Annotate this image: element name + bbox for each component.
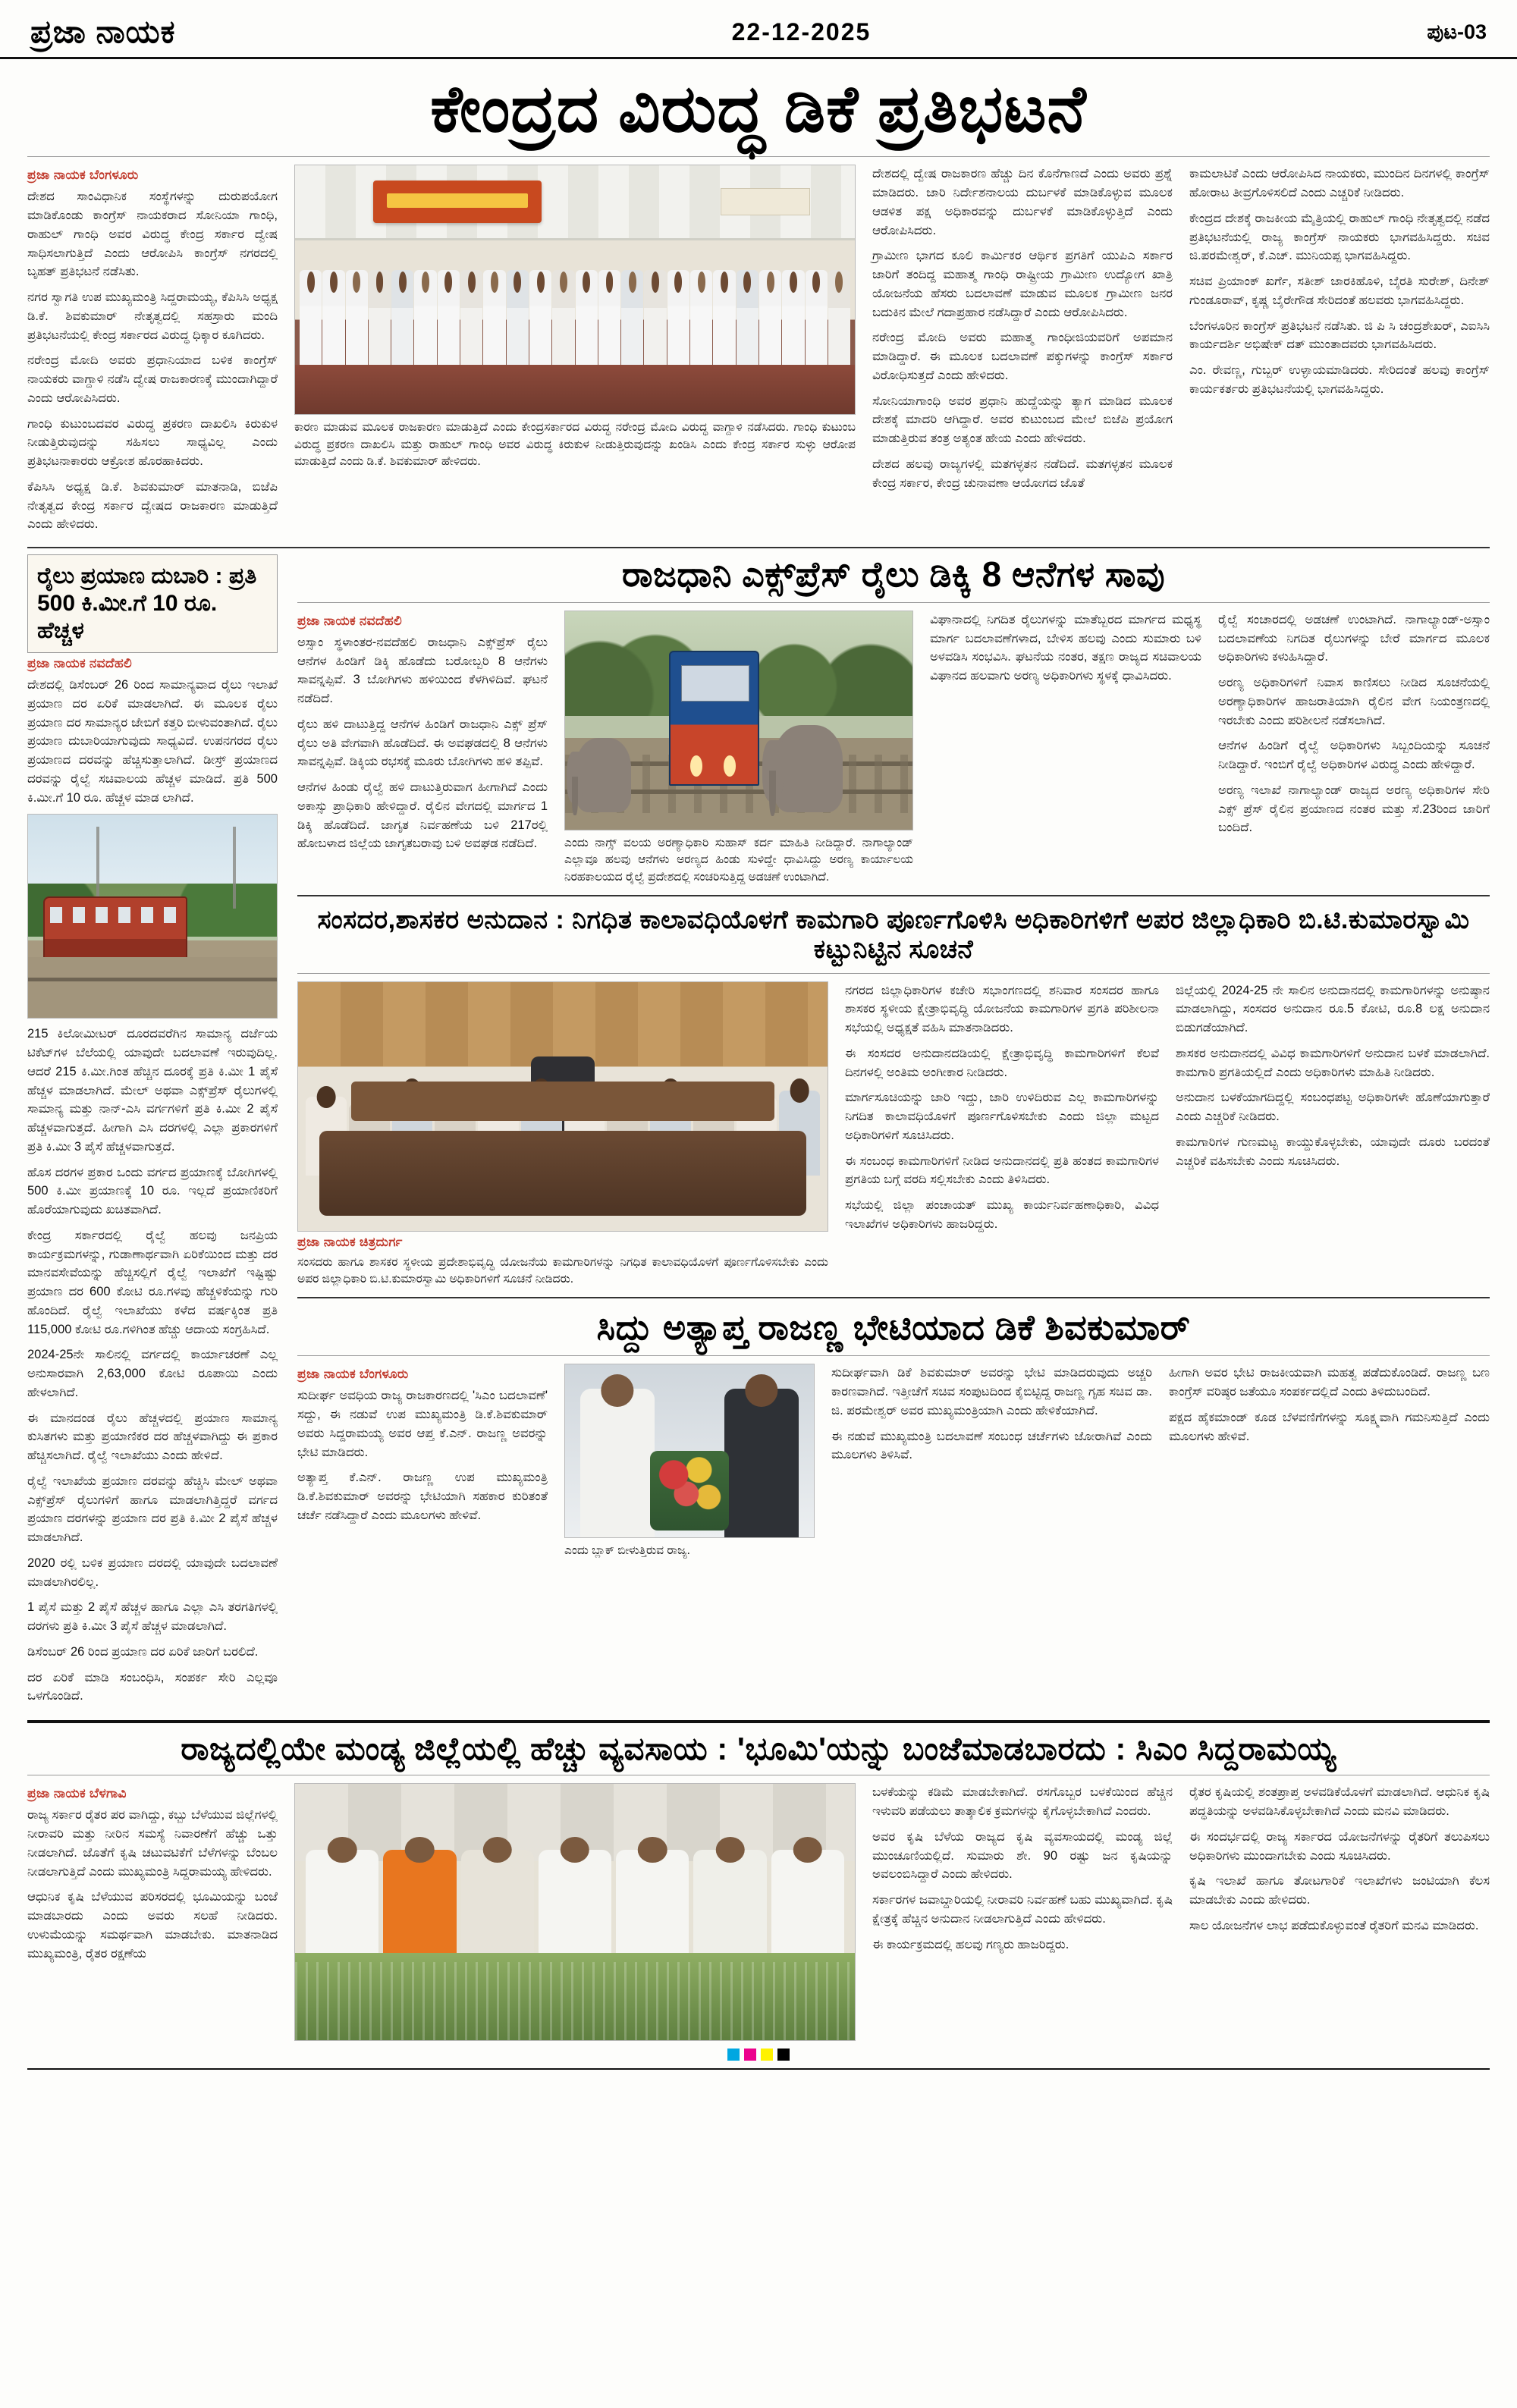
agri-column-3 <box>1189 1783 1490 2041</box>
visit-col3-text: ಹೀಗಾಗಿ ಅವರ ಭೇಟಿ ರಾಜಕೀಯವಾಗಿ ಮಹತ್ವ ಪಡೆದುಕೊಂಡಿದೆ. ರಾಜಣ್ಣ ಬಣ ಕಾಂಗ್ರೆಸ್ ವರಿಷ್ಠರ ಜತೆಯೂ ಸಂಪರ್ಕದಲ್ಲಿದೆ ಎಂದು ತಿಳಿದುಬಂದಿದೆ. ಪಕ್ಷದ ಹೈಕಮಾಂಡ್ ಕೂಡ ಬೆಳವಣಿಗೆಗಳನ್ನು ಸೂಕ್ಷ್ಮವಾಗಿ ಗಮನಿಸುತ್ತಿದೆ ಎಂದು ಮೂಲಗಳು ಹೇಳಿವೆ. <box>1169 1366 1490 1443</box>
rail-fare-byline: ಪ್ರಜಾ ನಾಯಕ ನವದೆಹಲಿ <box>27 656 133 671</box>
dignitaries-row <box>295 1830 855 1969</box>
lead-column-1 <box>27 165 278 541</box>
train-elephant-photo <box>564 611 913 830</box>
right-stack <box>297 554 1490 1713</box>
grant-photo-column <box>297 981 828 1289</box>
rajdhani-col2-text: ವಿಘಾನಾದಲ್ಲಿ ನಿಗದಿತ ರೈಲುಗಳನ್ನು ಮಾತೆಬ್ಬರದ ಮಾರ್ಗದ ಮಧ್ಯಸ್ಥ ಮಾರ್ಗ ಬದಲಾವಣೆಗಳಾದ, ಬೇಳಿಸ ಹಲವು ಎಂದು ಸುಮಾರು ಬಳಿ ಅಳವಡಿಸಿ ಸಂಭವಿಸಿ. ಘಟನೆಯ ನಂತರ, ತಕ್ಷಣ ರಾಜ್ಯದ ಸಚಿವಾಲಯ ವಿಘಾನದ ಹಲವಾಗು ಅರಣ್ಯ ಅಧಿಕಾರಿಗಳು ಸ್ಥಳಕ್ಕೆ ಧಾವಿಸಿದರು. <box>930 612 1201 683</box>
wall-panelling <box>298 982 828 1067</box>
second-band <box>0 554 1517 1713</box>
lead-col3-text: ಕಾಮಲಾಟಿಕೆ ಎಂದು ಆರೋಪಿಸಿದ ನಾಯಕರು, ಮುಂದಿನ ದಿನಗಳಲ್ಲಿ ಕಾಂಗ್ರೆಸ್ ಹೋರಾಟ ತೀವ್ರಗೊಳಿಸಲಿದೆ ಎಂದು ಎಚ್ಚರಿಕೆ ನೀಡಿದರು. ಕೇಂದ್ರದ ದೇಶಕ್ಕೆ ರಾಜಕೀಯ ಮೈತ್ರಿಯಲ್ಲಿ ರಾಹುಲ್ ಗಾಂಧಿ ನೇತೃತ್ವದಲ್ಲಿ ನಡೆದ ಪ್ರತಿಭಟನೆಯಲ್ಲಿ ರಾಜ್ಯ ಕಾಂಗ್ರೆಸ್ ನಾಯಕರು ಭಾಗವಹಿಸಿದ್ದರು. ಸಚಿವ ಜಿ.ಪರಮೇಶ್ವರ್, ಕೆ.ಎಚ್. ಮುನಿಯಪ್ಪ ಭಾಗವಹಿಸಿದ್ದರು. ಸಚಿವ ಪ್ರಿಯಾಂಕ್ ಖರ್ಗೆ, ಸತೀಶ್ ಜಾರಕಿಹೊಳಿ, ಬೈರತಿ ಸುರೇಶ್, ದಿನೇಶ್ ಗುಂಡೂರಾವ್, ಕೃಷ್ಣ ಬೈರೇಗೌಡ ಸೇರಿದಂತೆ ಹಲವರು ಭಾಗವಹಿಸಿದ್ದರು. ಬೆಂಗಳೂರಿನ ಕಾಂಗ್ರೆಸ್ ಪ್ರತಿಭಟನೆ ನಡೆಸಿತು. ಜಿ ಪಿ ಸಿ ಚಂದ್ರಶೇಖರ್, ಎಐಸಿಸಿ ಕಾರ್ಯದರ್ಶಿ ಅಭಿಷೇಕ್ ದತ್ ಮುಂತಾದವರು ಭಾಗವಹಿಸಿದರು. ಎಂ. ರೇವಣ್ಣ, ಗುಬ್ಬರ್ ಉಳ್ಳಾಯಮಾಡಿದರು. ಸೇರಿದಂತೆ ಹಲವು ಕಾಂಗ್ರೆಸ್ ಕಾರ್ಯಕರ್ತರು ಪ್ರತಿಭಟನೆಯಲ್ಲಿ ಭಾಗವಹಿಸಿದ್ದರು. <box>1189 167 1490 396</box>
lead-photo-column <box>294 165 856 541</box>
protest-stage-photo <box>294 165 856 415</box>
rajdhani-headline: ರಾಜಧಾನಿ ಎಕ್ಸ್‌ಪ್ರೆಸ್ ರೈಲು ಡಿಕ್ಕಿ 8 ಆನೆಗಳ ಸಾವು <box>621 554 1166 595</box>
rail-fare-body: 215 ಕಿಲೋಮೀಟರ್ ದೂರದವರೆಗಿನ ಸಾಮಾನ್ಯ ದರ್ಜೆಯ ಟಿಕೆಟ್‌ಗಳ ಬೆಲೆಯಲ್ಲಿ ಯಾವುದೇ ಬದಲಾವಣೆ ಇರುವುದಿಲ್ಲ. ಆದರೆ 215 ಕಿ.ಮೀ.ಗಿಂತ ಹೆಚ್ಚಿನ ದೂರಕ್ಕೆ ಪ್ರತಿ ಕಿ.ಮೀ 1 ಪೈಸೆ ಹೆಚ್ಚಳ ಮಾಡಲಾಗಿದೆ. ಮೇಲ್ ಅಥವಾ ಎಕ್ಸ್‌ಪ್ರೆಸ್ ರೈಲುಗಳಲ್ಲಿ ಸಾಮಾನ್ಯ ಮತ್ತು ನಾನ್-ಎಸಿ ವರ್ಗಗಳಿಗೆ ಪ್ರತಿ ಕಿ.ಮೀ 2 ಪೈಸೆ ಹೆಚ್ಚಳವಾಗುತ್ತದೆ. ಹೀಗಾಗಿ ಎಸಿ ದರಗಳಲ್ಲಿ ಎಲ್ಲಾ ಪ್ರಕಾರಗಳಿಗೆ ಪ್ರತಿ ಕಿ.ಮೀ 3 ಪೈಸೆ ಹೆಚ್ಚಳವಾಗುತ್ತದೆ. ಹೊಸ ದರಗಳ ಪ್ರಕಾರ ಒಂದು ವರ್ಗದ ಪ್ರಯಾಣಕ್ಕೆ ಬೋಗಿಗಳಲ್ಲಿ 500 ಕಿ.ಮೀ ಪ್ರಯಾಣಕ್ಕೆ 10 ರೂ. ಇಲ್ಲದೆ ಪ್ರಯಾಣಿಕರಿಗೆ ಹೊರೆಯಾಗುವುದು ಖಚಿತವಾಗಿದೆ. ಕೇಂದ್ರ ಸರ್ಕಾರದಲ್ಲಿ ರೈಲ್ವೆ ಹಲವು ಜನಪ್ರಿಯ ಕಾರ್ಯಕ್ರಮಗಳನ್ನು, ಗುಡಾಣಾರ್ಥವಾಗಿ ಏರಿಕೆಯಿಂದ ಮತ್ತು ದರ ಮಾನವಸೇವೆಯನ್ನು ಹೆಚ್ಚಿಸಲ್ಲಿಗೆ ರೈಲ್ವೆ ಇಲಾಖೆಗೆ ಇಷ್ಟಿಷ್ಟು ಪ್ರಯಾಣ ದರ 600 ಕೋಟಿ ರೂ.ಗಳವು ಹೆಚ್ಚಳಿಕೆಯನ್ನು ಗುರಿ ಹೊಂದಿದೆ. ರೈಲ್ವೆ ಇಲಾಖೆಯು ಕಳೆದ ವರ್ಷಕ್ಕಿಂತ ಪ್ರತಿ 115,000 ಕೋಟಿ ರೂ.ಗಳಿಗಿಂತ ಹೆಚ್ಚು ಆದಾಯ ಸಂಗ್ರಹಿಸಿದೆ. 2024-25ನೇ ಸಾಲಿನಲ್ಲಿ ವರ್ಗದಲ್ಲಿ ಕಾರ್ಯಾಚರಣೆ ಎಲ್ಲ ಅನುಸಾರವಾಗಿ 2,63,000 ಕೋಟಿ ರೂಪಾಯಿ ಎಂದು ಹೇಳಲಾಗಿದೆ. ಈ ಮಾನದಂಡ ರೈಲು ಹೆಚ್ಚಳದಲ್ಲಿ ಪ್ರಯಾಣ ಸಾಮಾನ್ಯ ಕುಸಿತಗಳು ಮತ್ತು ಪ್ರಯಾಣಿಕರ ದರ ಹೆಚ್ಚಳವಾಗಿದ್ದು ಈ ಪ್ರಕಾರ ಹೆಚ್ಚಿಸಲಾಗಿದೆ. ರೈಲ್ವೆ ಇಲಾಖೆಯು ಎಂದು ಹೇಳಿದೆ. ರೈಲ್ವೆ ಇಲಾಖೆಯ ಪ್ರಯಾಣ ದರವನ್ನು ಹೆಚ್ಚಿಸಿ ಮೇಲ್ ಅಥವಾ ಎಕ್ಸ್‌ಪ್ರೆಸ್ ರೈಲುಗಳಿಗೆ ಹಾಗೂ ಮಾಡಲಾಗಿತ್ತಿದ್ದರೆ ವರ್ಗದ ಪ್ರಯಾಣ ದರಗಳನ್ನು ಪ್ರಯಾಣ ದರ ಪ್ರತಿ ಕಿ.ಮೀ 2 ಪೈಸೆ ಹೆಚ್ಚಳ ಮಾಡಲಾಗಿದೆ. 2020 ರಲ್ಲಿ ಬಳಿಕ ಪ್ರಯಾಣ ದರದಲ್ಲಿ ಯಾವುದೇ ಬದಲಾವಣೆ ಮಾಡಲಾಗಿರಲಿಲ್ಲ. 1 ಪೈಸೆ ಮತ್ತು 2 ಪೈಸೆ ಹೆಚ್ಚಳ ಹಾಗೂ ಎಲ್ಲಾ ಎಸಿ ತರಗತಿಗಳಲ್ಲಿ ದರಗಳು ಪ್ರತಿ ಕಿ.ಮೀ 3 ಪೈಸೆ ಹೆಚ್ಚಳ ಮಾಡಲಾಗಿದೆ. ಡಿಸೆಂಬರ್ 26 ರಿಂದ ಪ್ರಯಾಣ ದರ ಏರಿಕೆ ಜಾರಿಗೆ ಬರಲಿದೆ. ದರ ಏರಿಕೆ ಮಾಡಿ ಸಂಬಂಧಿಸಿ, ಸಂಪರ್ಕ ಸೇರಿ ಎಲ್ಲವೂ ಒಳಗೊಂಡಿದೆ. <box>27 1027 278 1703</box>
lead-byline: ಪ್ರಜಾ ನಾಯಕ ಬೆಂಗಳೂರು <box>27 168 139 183</box>
rail-fare-intro: ದೇಶದಲ್ಲಿ ಡಿಸೆಂಬರ್ 26 ರಿಂದ ಸಾಮಾನ್ಯವಾದ ರೈಲು ಇಲಾಖೆ ಪ್ರಯಾಣ ದರ ಏರಿಕೆ ಮಾಡಲಾಗಿದೆ. ಈ ಮೂಲಕ ರೈಲು ಪ್ರಯಾಣ ದರ ಸಾಮಾನ್ಯರ ಜೇಬಿಗೆ ಕತ್ತರಿ ಬೀಳುವಂತಾಗಿದೆ. ರೈಲು ಪ್ರಯಾಣ ದುಬಾರಿಯಾಗುವುದು ಸಾಧ್ಯವಿದೆ. ಉಪನಗರದ ರೈಲು ಪ್ರಯಾಣದ ದರವನ್ನು ಹೆಚ್ಚಿಸುತ್ತಾಲಾಗಿದೆ. ಡೀಸ್ರ್ ಪ್ರಯಾಣದ ದರವನ್ನು ರೈಲ್ವೆ ಸಚಿವಾಲಯ ಹೆಚ್ಚಳ ಮಾಡಿದೆ. ಪ್ರತಿ 500 ಕಿ.ಮೀ.ಗೆ 10 ರೂ. ಹೆಚ್ಚಳ ಮಾಡ ಲಾಗಿದೆ. <box>27 678 278 805</box>
divider-before-agri <box>27 1720 1490 1723</box>
divider-after-lead <box>27 547 1490 548</box>
rajdhani-col3-text: ರೈಲ್ವೆ ಸಂಚಾರದಲ್ಲಿ ಅಡಚಣೆ ಉಂಟಾಗಿದೆ. ನಾಗಾಲ್ಯಾಂಡ್-ಅಸ್ಸಾಂ ಬದಲಾವಣೆಯ ನಿಗದಿತ ರೈಲುಗಳನ್ನು ಬೇರೆ ಮಾರ್ಗದ ಮೂಲಕ ಅಧಿಕಾರಿಗಳು ಕಳುಹಿಸಿದ್ದಾರೆ. ಅರಣ್ಯ ಅಧಿಕಾರಿಗಳಿಗೆ ನಿವಾಸ ಕಾಣಿಸಲು ನೀಡಿದ ಸೂಚನೆಯಲ್ಲಿ ಅರಣ್ಯಾಧಿಕಾರಿಗಳ ಹಾಜರಾತಿಯಾಗಿ ರೈಲಿನ ವೇಗ ನಿಯಂತ್ರಣದಲ್ಲಿ ಇರಬೇಕು ಎಂದು ಪರಿಶೀಲನೆ ನಡೆಸಲಾಗಿದೆ. ಆನೆಗಳ ಹಿಂಡಿಗೆ ರೈಲ್ವೆ ಅಧಿಕಾರಿಗಳು ಸಿಬ್ಬಂದಿಯನ್ನು ಸೂಚನೆ ನೀಡಿದ್ದಾರೆ. ಇಂಬಿಗೆ ರೈಲ್ವೆ ಅಧಿಕಾರಿಗಳ ವಿರುದ್ಧ ಎಂದು ಹೇಳಿದ್ದಾರೆ. ಅರಣ್ಯ ಇಲಾಖೆ ನಾಗಾಲ್ಯಾಂಡ್ ರಾಜ್ಯದ ಅರಣ್ಯ ಅಧಿಕಾರಿಗಳ ಸೇರಿ ಎಕ್ಸ್ ಪ್ರೆಸ್ ರೈಲಿನ ಪ್ರಯಾಣದ ನಂತರ ಮತ್ತು ಸೆ.23ರಿಂದ ಜಾರಿಗೆ ಬಂದಿದೆ. <box>1218 612 1490 835</box>
visit-column-1 <box>297 1364 548 1559</box>
crowd-of-leaders <box>295 270 855 365</box>
page-number: ಪುಟ-03 <box>1427 20 1487 43</box>
grant-story <box>297 906 1490 1288</box>
divider-rajdhani <box>297 602 1490 603</box>
paper-name: ಪ್ರಜಾ ನಾಯಕ <box>30 14 176 49</box>
agri-col1-text: ರಾಜ್ಯ ಸರ್ಕಾರ ರೈತರ ಪರ ವಾಗಿದ್ದು, ಕಬ್ಬು ಬೆಳೆಯುವ ಜಿಲ್ಲೆಗಳಲ್ಲಿ ನೀರಾವರಿ ಮತ್ತು ನೀರಿನ ಸಮಸ್ಯೆ ನಿವಾರಣೆಗೆ ಹೆಚ್ಚು ಒತ್ತು ನೀಡಲಾಗಿದೆ. ಜೊತೆಗೆ ಕೃಷಿ ಚಟುವಟಿಕೆಗೆ ಬೆಳೆಗಳನ್ನು ಬೆಂಬಲ ನೀಡಲಾಗುತ್ತಿದೆ ಎಂದು ಮುಖ್ಯಮಂತ್ರಿ ಸಿದ್ದರಾಮಯ್ಯ ಹೇಳಿದರು. ಆಧುನಿಕ ಕೃಷಿ ಬೆಳೆಯುವ ಪರಿಸರದಲ್ಲಿ ಭೂಮಿಯನ್ನು ಬಂಜೆ ಮಾಡಬಾರದು ಎಂದು ಅವರು ಸಲಹೆ ನೀಡಿದರು. ಉಳುಮೆಯನ್ನು ಸಮರ್ಥವಾಗಿ ಮಾಡಬೇಕು. ಮಾತನಾಡಿದ ಮುಖ್ಯಮಂತ್ರಿ, ರೈತರ ರಕ್ಷಣೆಯ <box>27 1808 278 1961</box>
registration-marks <box>0 2041 1517 2064</box>
agri-col3-text: ರೈತರ ಕೃಷಿಯಲ್ಲಿ ಶಂತಪ್ರಾಪ್ತ ಅಳವಡಿಕೆಯೊಳಗೆ ಮಾಡಲಾಗಿದೆ. ಆಧುನಿಕ ಕೃಷಿ ಪದ್ಧತಿಯನ್ನು ಅಳವಡಿಸಿಕೊಳ್ಳಬೇಕಾಗಿದೆ ಎಂದು ಮನವಿ ಮಾಡಿದರು. ಈ ಸಂದರ್ಭದಲ್ಲಿ ರಾಜ್ಯ ಸರ್ಕಾರದ ಯೋಜನೆಗಳನ್ನು ರೈತರಿಗೆ ತಲುಪಿಸಲು ಅಧಿಕಾರಿಗಳು ಮುಂದಾಗಬೇಕು ಎಂದು ಸೂಚಿಸಿದರು. ಕೃಷಿ ಇಲಾಖೆ ಹಾಗೂ ತೋಟಗಾರಿಕೆ ಇಲಾಖೆಗಳು ಜಂಟಿಯಾಗಿ ಕೆಲಸ ಮಾಡಬೇಕು ಎಂದು ಹೇಳಿದರು. ಸಾಲ ಯೋಜನೆಗಳ ಲಾಭ ಪಡೆದುಕೊಳ್ಳುವಂತೆ ರೈತರಿಗೆ ಮನವಿ ಮಾಡಿದರು. <box>1189 1785 1490 1932</box>
grant-col2-text: ನಗರದ ಜಿಲ್ಲಾಧಿಕಾರಿಗಳ ಕಚೇರಿ ಸಭಾಂಗಣದಲ್ಲಿ ಶನಿವಾರ ಸಂಸದರ ಹಾಗೂ ಶಾಸಕರ ಸ್ಥಳೀಯ ಕ್ಷೇತ್ರಾಭಿವೃದ್ಧಿ ಯೋಜನೆಯ ಕಾಮಗಾರಿಗಳ ಪ್ರಗತಿ ಪರಿಶೀಲನಾ ಸಭೆಯಲ್ಲಿ ಅಧ್ಯಕ್ಷತೆ ವಹಿಸಿ ಮಾತನಾಡಿದರು. ಈ ಸಂಸದರ ಅನುದಾನದಡಿಯಲ್ಲಿ ಕ್ಷೇತ್ರಾಭಿವೃದ್ಧಿ ಕಾಮಗಾರಿಗಳಿಗೆ ಕೆಲವೆ ದಿನಗಳಲ್ಲಿ ಅಂತಿಮ ಅಂಗೀಕಾರ ನೀಡಿದರು. ಮಾರ್ಗಸೂಚಿಯನ್ನು ಜಾರಿ ಇದ್ದು, ಜಾರಿ ಉಳಿದಿರುವ ಎಲ್ಲ ಕಾಮಗಾರಿಗಳನ್ನು ನಿಗದಿತ ಕಾಲಾವಧಿಯೊಳಗೆ ಪೂರ್ಣಗೊಳಿಸಬೇಕು ಎಂದು ಜಿಲ್ಲಾ ಮಟ್ಟದ ಅಧಿಕಾರಿಗಳಿಗೆ ಸೂಚಿಸಿದರು. ಈ ಸಂಬಂಧ ಕಾಮಗಾರಿಗಳಿಗೆ ನೀಡಿದ ಅನುದಾನದಲ್ಲಿ ಪ್ರತಿ ಹಂತದ ಕಾಮಗಾರಿಗಳ ಪ್ರಗತಿಯ ಬಗ್ಗೆ ವರದಿ ಸಲ್ಲಿಸಬೇಕು ಎಂದು ತಿಳಿಸಿದರು. ಸಭೆಯಲ್ಲಿ ಜಿಲ್ಲಾ ಪಂಚಾಯತ್ ಮುಖ್ಯ ಕಾರ್ಯನಿರ್ವಹಣಾಧಿಕಾರಿ, ವಿವಿಧ ಇಲಾಖೆಗಳ ಅಧಿಕಾರಿಗಳು ಹಾಜರಿದ್ದರು. <box>845 983 1159 1231</box>
leaders-meeting-photo <box>564 1364 815 1538</box>
publication-date: 22-12-2025 <box>731 18 872 46</box>
reg-mark-cyan <box>727 2049 740 2061</box>
locomotive <box>669 651 759 786</box>
lead-column-2 <box>872 165 1173 541</box>
rajdhani-column-3 <box>1218 611 1490 886</box>
conference-table-rear <box>351 1082 774 1121</box>
visit-photo-caption: ಎಂದು ಬ್ಲಾಕ್ ಬೀಳುತ್ತಿರುವ ರಾಜ್ಯ. <box>564 1544 690 1558</box>
lead-photo-caption: ಕಾರಣ ಮಾಡುವ ಮೂಲಕ ರಾಜಕಾರಣ ಮಾಡುತ್ತಿದೆ ಎಂದು ಕೇಂದ್ರಸರ್ಕಾರದ ವಿರುದ್ಧ ನರೇಂದ್ರ ಮೋದಿ ವಿರುದ್ಧ ವಾಗ್ದಾಳಿ ನಡೆಸಿದರು. ಗಾಂಧಿ ಕುಟುಂಬ ವಿರುದ್ಧ ಪ್ರಕರಣ ದಾಖಲಿಸಿ ಮತ್ತು ರಾಹುಲ್ ಗಾಂಧಿ ಅವರ ವಿರುದ್ಧ ಕಿರುಕುಳ ನೀಡುತ್ತಿರುವುದನ್ನು ಖಂಡಿಸಿ ಎಂದು ಕೇಂದ್ರ ಸರ್ಕಾರ ಸುಳ್ಳು ಆರೋಪ ಮಾಡುತ್ತಿದೆ ಎಂದು ಡಿ.ಕೆ. ಶಿವಕುಮಾರ್ ಹೇಳಿದರು. <box>294 421 856 469</box>
grant-photo-caption: ಸಂಸದರು ಹಾಗೂ ಶಾಸಕರ ಸ್ಥಳೀಯ ಪ್ರದೇಶಾಭಿವೃದ್ಧಿ ಯೋಜನೆಯ ಕಾಮಗಾರಿಗಳನ್ನು ನಿಗಧಿತ ಕಾಲಾವಧಿಯೊಳಗೆ ಪೂರ್ಣಗೊಳಿಸಬೇಕು ಎಂದು ಅಪರ ಜಿಲ್ಲಾಧಿಕಾರಿ ಬಿ.ಟಿ.ಕುಮಾರಸ್ವಾಮಿ ಅಧಿಕಾರಿಗಳಿಗೆ ಸೂಚನೆ ನೀಡಿದರು. <box>297 1255 828 1286</box>
person-shivakumar <box>724 1389 799 1537</box>
divider-grant <box>297 973 1490 974</box>
agri-column-2 <box>872 1783 1173 2041</box>
lead-column-3 <box>1189 165 1490 541</box>
grant-col3-text: ಜಿಲ್ಲೆಯಲ್ಲಿ 2024-25 ನೇ ಸಾಲಿನ ಅನುದಾನದಲ್ಲಿ ಕಾಮಗಾರಿಗಳನ್ನು ಅನುಷ್ಠಾನ ಮಾಡಲಾಗಿದ್ದು, ಸಂಸದರ ಅನುದಾನ ರೂ.5 ಕೋಟಿ, ರೂ.8 ಲಕ್ಷ ಅನುದಾನ ಬಿಡುಗಡೆಯಾಗಿದೆ. ಶಾಸಕರ ಅನುದಾನದಲ್ಲಿ ವಿವಿಧ ಕಾಮಗಾರಿಗಳಿಗೆ ಅನುದಾನ ಬಳಕೆ ಮಾಡಲಾಗಿದೆ. ಕಾಮಗಾರಿ ಪ್ರಗತಿಯಲ್ಲಿದೆ ಎಂದು ಅಧಿಕಾರಿಗಳು ಮಾಹಿತಿ ನೀಡಿದರು. ಅನುದಾನ ಬಳಕೆಯಾಗದಿದ್ದಲ್ಲಿ ಸಂಬಂಧಪಟ್ಟ ಅಧಿಕಾರಿಗಳೇ ಹೊಣೆಯಾಗುತ್ತಾರೆ ಎಂದು ಎಚ್ಚರಿಕೆ ನೀಡಿದರು. ಕಾಮಗಾರಿಗಳ ಗುಣಮಟ್ಟ ಕಾಯ್ದುಕೊಳ್ಳಬೇಕು, ಯಾವುದೇ ದೂರು ಬರದಂತೆ ಎಚ್ಚರಿಕೆ ವಹಿಸಬೇಕು ಎಂದು ಸೂಚಿಸಿದರು. <box>1176 983 1490 1168</box>
rail-fare-story <box>27 554 278 1713</box>
lead-story <box>0 157 1517 541</box>
divider-visit <box>297 1355 1490 1356</box>
rajdhani-column-1 <box>297 611 548 886</box>
grant-column-3 <box>1176 981 1490 1289</box>
secondary-banner <box>721 188 810 215</box>
visit-photo-column <box>564 1364 815 1559</box>
agri-headline: ರಾಜ್ಯದಲ್ಲಿಯೇ ಮಂಡ್ಯ ಜಿಲ್ಲೆಯಲ್ಲಿ ಹೆಚ್ಚು ವ್ಯವಸಾಯ : 'ಭೂಮಿ'ಯನ್ನು ಬಂಜೆಮಾಡಬಾರದು : ಸಿಎಂ ಸಿದ್ದರಾಮಯ್ಯ <box>181 1731 1336 1767</box>
rajdhani-col1-text: ಅಸ್ಸಾಂ ಸ್ಥಳಾಂತರ-ನವದೆಹಲಿ ರಾಜಧಾನಿ ಎಕ್ಸ್‌ಪ್ರೆಸ್ ರೈಲು ಆನೆಗಳ ಹಿಂಡಿಗೆ ಡಿಕ್ಕಿ ಹೊಡೆದು ಬರೋಬ್ಬರಿ 8 ಆನೆಗಳು ಸಾವನ್ನಪ್ಪಿವೆ. 3 ಬೋಗಿಗಳು ಹಳಿಯಿಂದ ಕೆಳಗಿಳಿದಿವೆ. ಘಟನೆ ನಡೆದಿದೆ. ರೈಲು ಹಳಿ ದಾಟುತ್ತಿದ್ದ ಆನೆಗಳ ಹಿಂಡಿಗೆ ರಾಜಧಾನಿ ಎಕ್ಸ್ ಪ್ರೆಸ್ ರೈಲು ಅತಿ ವೇಗವಾಗಿ ಹೊಡೆದಿದೆ. ಈ ಅವಘಡದಲ್ಲಿ 8 ಆನೆಗಳು ಸಾವನ್ನಪ್ಪಿವೆ. ಡಿಕ್ಕಿಯ ರಭಸಕ್ಕೆ ಮೂರು ಬೋಗಿಗಳು ಹಳಿ ತಪ್ಪಿವೆ. ಆನೆಗಳ ಹಿಂಡು ರೈಲ್ವೆ ಹಳಿ ದಾಟುತ್ತಿರುವಾಗ ಹೀಗಾಗಿದೆ ಎಂದು ಅಕಾಸ್ಸು ಪ್ರಾಧಿಕಾರಿ ಹೇಳಿದ್ದಾರೆ. ರೈಲಿನ ವೇಗದಲ್ಲಿ ಮಾರ್ಗದ 1 ಡಿಕ್ಕಿ ಹೊಡೆದಿದೆ. ಜಾಗೃತ ನಿರ್ವಹಣೆಯ ಬಳಿ 217ರಲ್ಲಿ ಹೋಬಳಾದ ಜಿಲ್ಲೆಯ ಜಾಗೃತಬರಾವು ಬಳಿ ಅವಘಡ ನಡೆದಿದೆ. <box>297 635 548 851</box>
lead-headline: ಕೇಂದ್ರದ ವಿರುದ್ಧ ಡಿಕೆ ಪ್ರತಿಭಟನೆ <box>430 73 1087 146</box>
divider-after-grant <box>297 1297 1490 1298</box>
rajdhani-column-2 <box>930 611 1201 886</box>
grant-column-2 <box>845 981 1159 1289</box>
grant-headline: ಸಂಸದರ,ಶಾಸಕರ ಅನುದಾನ : ನಿಗಧಿತ ಕಾಲಾವಧಿಯೊಳಗೆ ಕಾಮಗಾರಿ ಪೂರ್ಣಗೊಳಿಸಿ ಅಧಿಕಾರಿಗಳಿಗೆ ಅಪರ ಜಿಲ್ಲಾಧಿಕಾರಿ ಬಿ.ಟಿ.ಕುಮಾರಸ್ವಾಮಿ ಕಟ್ಟುನಿಟ್ಟಿನ ಸೂಚನೆ <box>317 906 1470 965</box>
masthead <box>0 0 1517 59</box>
visit-col1-text: ಸುದೀರ್ಘ ಅವಧಿಯ ರಾಜ್ಯ ರಾಜಕಾರಣದಲ್ಲಿ 'ಸಿಎಂ ಬದಲಾವಣೆ' ಸದ್ದು, ಈ ನಡುವೆ ಉಪ ಮುಖ್ಯಮಂತ್ರಿ ಡಿ.ಕೆ.ಶಿವಕುಮಾರ್ ಅವರು ಸಿದ್ದರಾಮಯ್ಯ ಅವರ ಆಪ್ತ ಕೆ.ಎನ್. ರಾಜಣ್ಣ ಅವರನ್ನು ಭೇಟಿ ಮಾಡಿದರು. ಅತ್ಯಾಪ್ತ ಕೆ.ಎನ್. ರಾಜಣ್ಣ ಉಪ ಮುಖ್ಯಮಂತ್ರಿ ಡಿ.ಕೆ.ಶಿವಕುಮಾರ್ ಅವರನ್ನು ಭೇಟಿಯಾಗಿ ಸಹಕಾರ ಕುರಿತಂತೆ ಚರ್ಚೆ ನಡೆಸಿದ್ದಾರೆ ಎಂದು ಮೂಲಗಳು ಹೇಳಿವೆ. <box>297 1389 548 1522</box>
protest-banner <box>373 181 541 223</box>
reg-mark-yellow <box>761 2049 773 2061</box>
rajdhani-photo-column <box>564 611 913 886</box>
railway-track <box>28 957 277 1018</box>
passenger-train-photo <box>27 814 278 1019</box>
conference-table <box>319 1131 806 1216</box>
train-coaches <box>43 896 187 965</box>
rajdhani-photo-caption: ಎಂದು ನಾಗ್ಸ್ ವಲಯ ಅರಣ್ಯಾಧಿಕಾರಿ ಸುಹಾಸ್ ಕರ್ದ ಮಾಹಿತಿ ನೀಡಿದ್ದಾರೆ. ನಾಗಾಲ್ಯಾಂಡ್ ಎಲ್ಲಾವೂ ಹಲವು ಆನೆಗಳು ಅರಣ್ಯದ ಹಿಂಡು ಸುಳಿದ್ದೇ ಧಾವಿಸಿದ್ದು ಅರಣ್ಯ ಕಾರ್ಯಾಲಯ ನಿರಹಕಾಲಯದ ರೈಲ್ವೆ ಪ್ರದೇಶದಲ್ಲಿ ಸಂಚರಿಸುತ್ತಿದ್ದ ಅಡಚಣೆ ಉಂಟಾಗಿದೆ. <box>564 836 913 884</box>
visit-byline: ಪ್ರಜಾ ನಾಯಕ ಬೆಂಗಳೂರು <box>297 1367 409 1382</box>
visit-headline: ಸಿದ್ದು ಅತ್ಯಾಪ್ತ ರಾಜಣ್ಣ ಭೇಟಿಯಾದ ಡಿಕೆ ಶಿವಕುಮಾರ್ <box>596 1308 1191 1348</box>
agri-photo-column <box>294 1783 856 2041</box>
rajdhani-story <box>297 554 1490 886</box>
agri-story <box>0 1731 1517 2041</box>
visit-column-3 <box>1169 1364 1490 1559</box>
visit-col2-text: ಸುದೀರ್ಘವಾಗಿ ಡಿಕೆ ಶಿವಕುಮಾರ್ ಅವರನ್ನು ಭೇಟಿ ಮಾಡಿದರುವುದು ಅಚ್ಚರಿ ಕಾರಣವಾಗಿದೆ. ಇತ್ತೀಚೆಗೆ ಸಚಿವ ಸಂಪುಟದಿಂದ ಕೈಬಿಟ್ಟಿದ್ದ ರಾಜಣ್ಣ ಗೃಹ ಸಚಿವ ಡಾ. ಜಿ. ಪರಮೇಶ್ವರ್ ಅವರ ಮುಖ್ಯಮಂತ್ರಿಯಾಗಿ ಎಂದು ಹೇಳಿಕೆಯಾಗಿದೆ. ಈ ನಡುವೆ ಮುಖ್ಯಮಂತ್ರಿ ಬದಲಾವಣೆ ಸಂಬಂಧ ಚರ್ಚೆಗಳು ಜೋರಾಗಿವೆ ಎಂದು ಮೂಲಗಳು ತಿಳಿಸಿವೆ. <box>831 1366 1152 1462</box>
visit-story <box>297 1308 1490 1559</box>
reg-mark-black <box>777 2049 790 2061</box>
rajdhani-byline: ಪ್ರಜಾ ನಾಯಕ ನವದೆಹಲಿ <box>297 613 403 628</box>
agri-col2-text: ಬಳಕೆಯನ್ನು ಕಡಿಮೆ ಮಾಡಬೇಕಾಗಿದೆ. ರಸಗೊಬ್ಬರ ಬಳಕೆಯಿಂದ ಹೆಚ್ಚಿನ ಇಳುವರಿ ಪಡೆಯಲು ತಾತ್ಕಾಲಿಕ ಕ್ರಮಗಳನ್ನು ಕೈಗೊಳ್ಳಬೇಕಾಗಿದೆ ಎಂದರು. ಅವರ ಕೃಷಿ ಬೆಳೆಯ ರಾಜ್ಯದ ಕೃಷಿ ವ್ಯವಸಾಯದಲ್ಲಿ ಮಂಡ್ಯ ಜಿಲ್ಲೆ ಮುಂಚೂಣಿಯಲ್ಲಿದೆ. ಸುಮಾರು ಶೇ. 90 ರಷ್ಟು ಜನ ಕೃಷಿಯನ್ನು ಅವಲಂಬಿಸಿದ್ದಾರೆ ಎಂದು ಹೇಳಿದರು. ಸರ್ಕಾರಗಳ ಜವಾಬ್ದಾರಿಯಲ್ಲಿ ನೀರಾವರಿ ನಿರ್ವಹಣೆ ಬಹು ಮುಖ್ಯವಾಗಿದೆ. ಕೃಷಿ ಕ್ಷೇತ್ರಕ್ಕೆ ಹೆಚ್ಚಿನ ಅನುದಾನ ನೀಡಲಾಗುತ್ತಿದೆ ಎಂದು ಹೇಳಿದರು. ಈ ಕಾರ್ಯಕ್ರಮದಲ್ಲಿ ಹಲವು ಗಣ್ಯರು ಹಾಜರಿದ್ದರು. <box>872 1785 1173 1951</box>
stage-floor <box>295 365 855 415</box>
agriculture-event-photo <box>294 1783 856 2041</box>
reg-mark-magenta <box>744 2049 756 2061</box>
visit-column-2 <box>831 1364 1152 1559</box>
lead-col2-text: ದೇಶದಲ್ಲಿ ದ್ವೇಷ ರಾಜಕಾರಣ ಹೆಚ್ಚು ದಿನ ಕೊನೆಗಾಣದೆ ಎಂದು ಅವರು ಪ್ರಶ್ನೆ ಮಾಡಿದರು. ಜಾರಿ ನಿರ್ದೇಶನಾಲಯ ದುರ್ಬಳಕೆ ಮಾಡಿಕೊಳ್ಳುವ ಮೂಲಕ ಆಡಳಿತ ಪಕ್ಷ ಅಧಿಕಾರವನ್ನು ದುರ್ಬಳಕೆ ಮಾಡಿಕೊಳ್ಳುತ್ತಿದೆ ಎಂದು ಆರೋಪಿಸಿದರು. ಗ್ರಾಮೀಣ ಭಾಗದ ಕೂಲಿ ಕಾರ್ಮಿಕರ ಆರ್ಥಿಕ ಪ್ರಗತಿಗೆ ಯುಪಿಎ ಸರ್ಕಾರ ಜಾರಿಗೆ ತಂದಿದ್ದ ಮಹಾತ್ಮ ಗಾಂಧಿ ರಾಷ್ಟ್ರೀಯ ಗ್ರಾಮೀಣ ಉದ್ಯೋಗ ಖಾತ್ರಿ ಯೋಜನೆಯ ಹೆಸರು ಬದಲಾವಣೆ ಮಾಡುವ ಮೂಲಕ ಗ್ರಾಮೀಣ ಜನರ ಬದುಕಿನ ಮೇಲೆ ಗದಾಪ್ರಹಾರ ನಡೆಸಿದ್ದಾರೆ ಎಂದು ಆರೋಪಿಸಿದರು. ನರೇಂದ್ರ ಮೋದಿ ಅವರು ಮಹಾತ್ಮ ಗಾಂಧೀಜಿಯವರಿಗೆ ಅಪಮಾನ ಮಾಡಿದ್ದಾರೆ. ಈ ಮೂಲಕ ಬದಲಾವಣೆ ಪಕ್ಕುಗಳನ್ನು ಕಾಂಗ್ರೆಸ್ ಸರ್ಕಾರ ವಿರೋಧಿಸುತ್ತದೆ ಎಂದು ಹೇಳಿದರು. ಸೋನಿಯಾಗಾಂಧಿ ಅವರ ಪ್ರಧಾನಿ ಹುದ್ದೆಯನ್ನು ತ್ಯಾಗ ಮಾಡಿದ ಮೂಲಕ ದೇಶಕ್ಕೆ ಮಾದರಿ ಆಗಿದ್ದಾರೆ. ಅವರ ಕುಟುಂಬದ ಮೇಲೆ ಬಿಜೆಪಿ ಪ್ರಯೋಗ ಮಾಡುತ್ತಿರುವ ತಂತ್ರ ಅತ್ಯಂತ ಹೇಯ ಎಂದು ಹೇಳಿದರು. ದೇಶದ ಹಲವು ರಾಜ್ಯಗಳಲ್ಲಿ ಮತಗಳ್ಳತನ ನಡೆದಿದೆ. ಮತಗಳ್ಳತನ ಮೂಲಕ ಕೇಂದ್ರ ಸರ್ಕಾರ, ಕೇಂದ್ರ ಚುನಾವಣಾ ಆಯೋಗದ ಜೊತೆ <box>872 167 1173 490</box>
rail-fare-headline: ರೈಲು ಪ್ರಯಾಣ ದುಬಾರಿ : ಪ್ರತಿ 500 ಕಿ.ಮೀ.ಗೆ 10 ರೂ. ಹೆಚ್ಚಳ <box>27 554 278 653</box>
agri-column-1 <box>27 1783 278 2041</box>
paddy-saplings <box>295 1953 855 2040</box>
elephant <box>576 738 631 812</box>
person-rajanna <box>580 1389 655 1537</box>
agri-byline: ಪ್ರಜಾ ನಾಯಕ ಬೆಳಗಾವಿ <box>27 1786 127 1801</box>
grant-photo-byline: ಪ್ರಜಾ ನಾಯಕ ಚಿತ್ರದುರ್ಗ <box>297 1234 403 1249</box>
elephant <box>774 725 843 812</box>
flower-bouquet <box>650 1451 730 1531</box>
meeting-hall-photo <box>297 981 828 1232</box>
lead-col1-text: ದೇಶದ ಸಾಂವಿಧಾನಿಕ ಸಂಸ್ಥೆಗಳನ್ನು ದುರುಪಯೋಗ ಮಾಡಿಕೊಂಡು ಕಾಂಗ್ರೆಸ್ ನಾಯಕರಾದ ಸೋನಿಯಾ ಗಾಂಧಿ, ರಾಹುಲ್ ಗಾಂಧಿ ಅವರ ವಿರುದ್ಧ ಕೇಂದ್ರ ಸರ್ಕಾರ ದ್ವೇಷ ಸಾಧಿಸಲಾಗುತ್ತಿದೆ ಎಂದು ಆರೋಪಿಸಿ ಕಾಂಗ್ರೆಸ್ ನಗರದಲ್ಲಿ ಬೃಹತ್ ಪ್ರತಿಭಟನೆ ನಡೆಸಿತು. ನಗರ ಸ್ವಾಗತಿ ಉಪ ಮುಖ್ಯಮಂತ್ರಿ ಸಿದ್ದರಾಮಯ್ಯ, ಕೆಪಿಸಿಸಿ ಅಧ್ಯಕ್ಷ ಡಿ.ಕೆ. ಶಿವಕುಮಾರ್ ನೇತೃತ್ವದಲ್ಲಿ ಸಹಸ್ರಾರು ಮಂದಿ ಪ್ರತಿಭಟನೆಯಲ್ಲಿ ಕೇಂದ್ರ ಸರ್ಕಾರದ ವಿರುದ್ಧ ಧಿಕ್ಕಾರ ಕೂಗಿದರು. ನರೇಂದ್ರ ಮೋದಿ ಅವರು ಪ್ರಧಾನಿಯಾದ ಬಳಿಕ ಕಾಂಗ್ರೆಸ್ ನಾಯಕರು ವಾಗ್ದಾಳಿ ನಡೆಸಿ ದ್ವೇಷ ರಾಜಕಾರಣಕ್ಕೆ ಮುಂದಾಗಿದ್ದಾರೆ ಎಂದು ಆರೋಪಿಸಿದರು. ಗಾಂಧಿ ಕುಟುಂಬದವರ ವಿರುದ್ಧ ಪ್ರಕರಣ ದಾಖಲಿಸಿ ಕಿರುಕುಳ ನೀಡುತ್ತಿರುವುದನ್ನು ಸಹಿಸಲು ಸಾಧ್ಯವಿಲ್ಲ ಎಂದು ಪ್ರತಿಭಟನಾಕಾರರು ಆಕ್ರೋಶ ಹೊರಹಾಕಿದರು. ಕೆಪಿಸಿಸಿ ಅಧ್ಯಕ್ಷ ಡಿ.ಕೆ. ಶಿವಕುಮಾರ್ ಮಾತನಾಡಿ, ಬಿಜೆಪಿ ನೇತೃತ್ವದ ಕೇಂದ್ರ ಸರ್ಕಾರ ದ್ವೇಷದ ರಾಜಕಾರಣ ಮಾಡುತ್ತಿದೆ ಎಂದು ಹೇಳಿದರು. <box>27 190 278 532</box>
footer-rule <box>27 2068 1490 2070</box>
divider-after-rajdhani <box>297 895 1490 896</box>
